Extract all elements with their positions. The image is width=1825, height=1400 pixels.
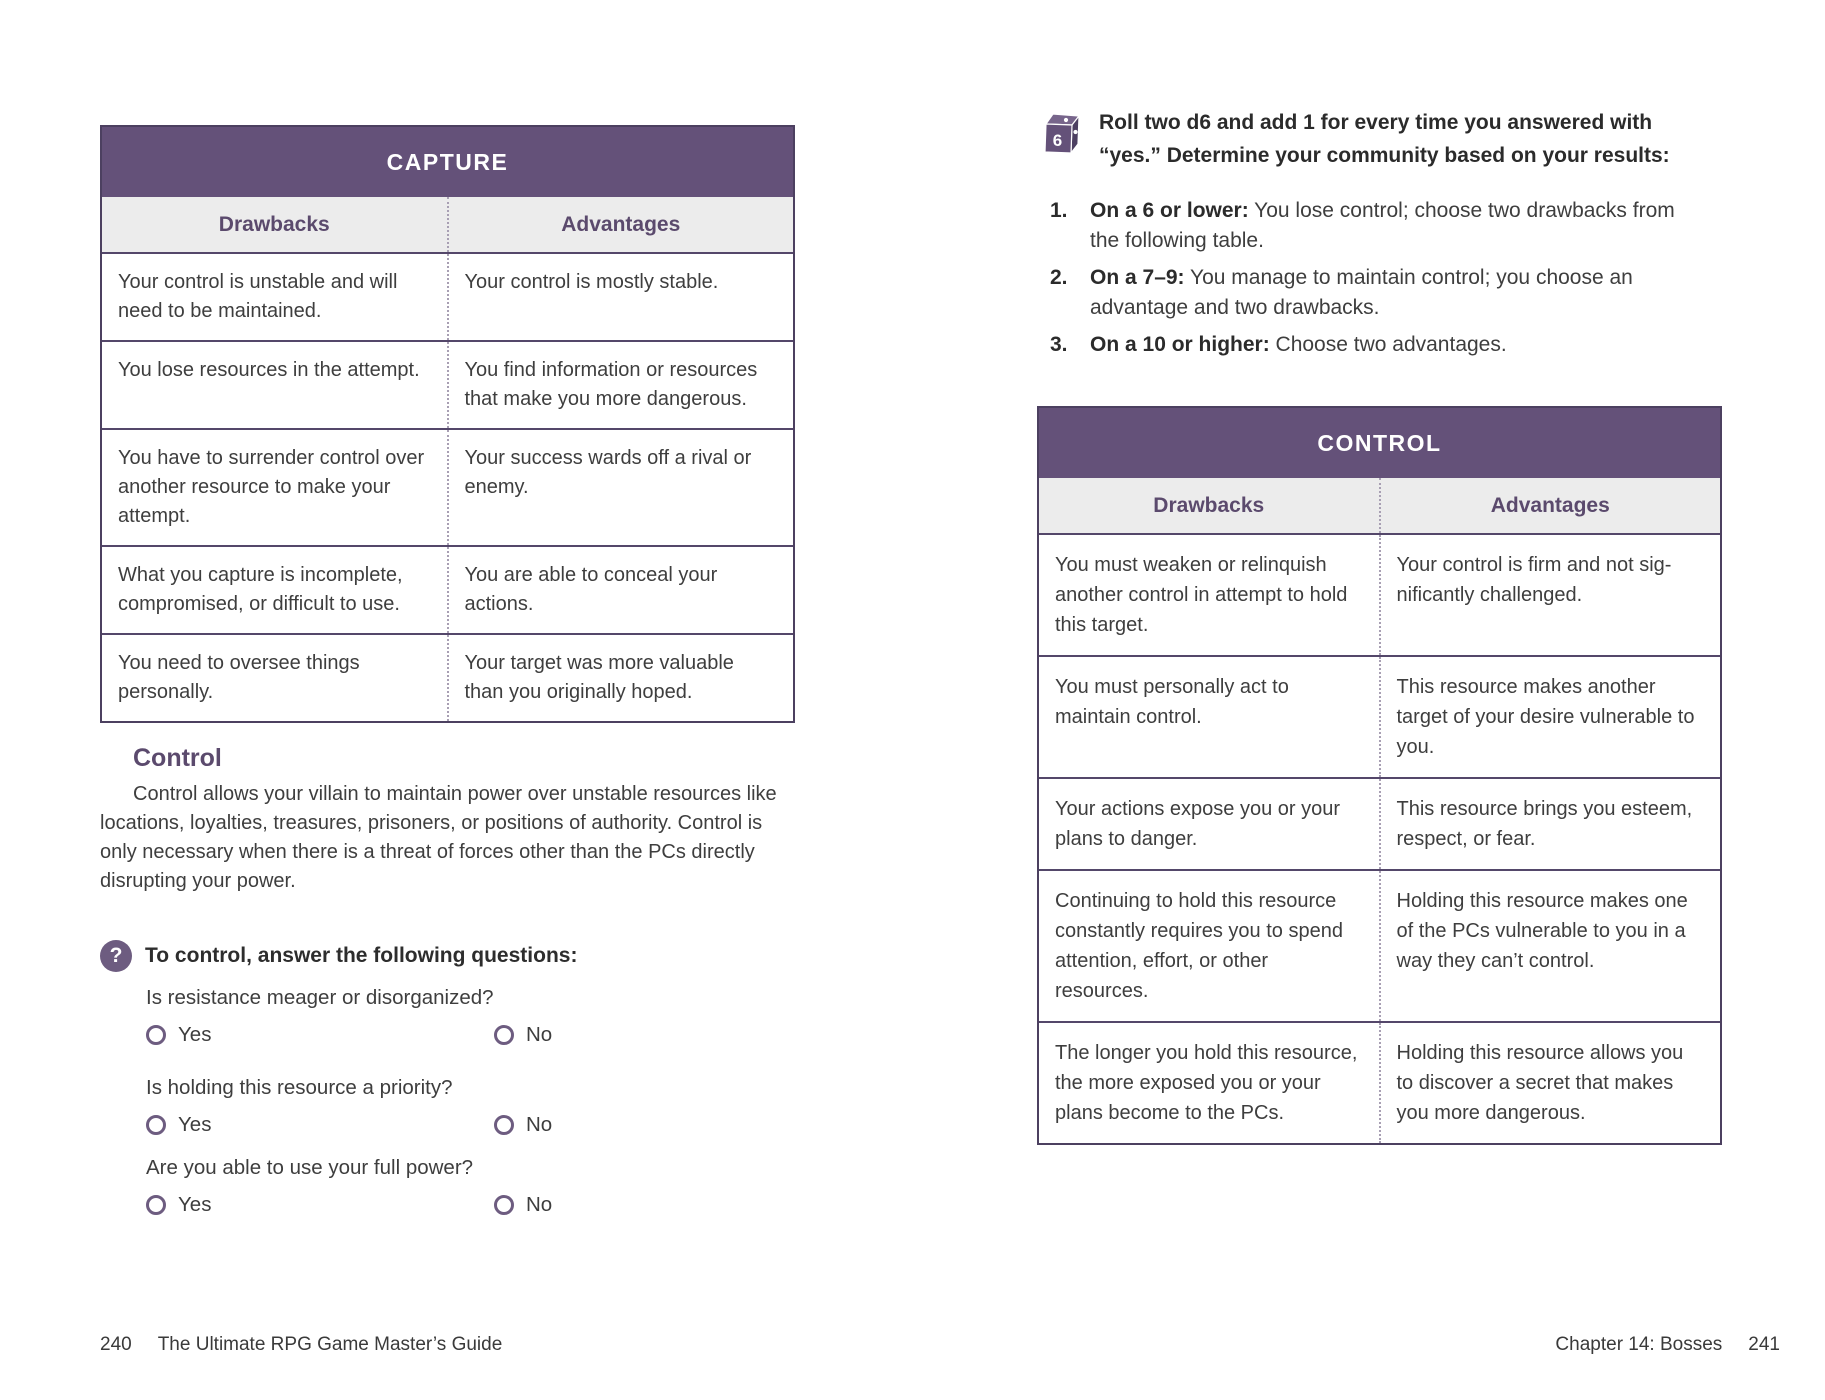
control-section-heading: Control — [133, 744, 222, 772]
radio-row — [146, 1113, 626, 1139]
list-item — [1050, 330, 1700, 360]
advantage-cell: Holding this resource makes one of the PCs vulnerable to you in a way they can’t control. — [1379, 871, 1721, 1021]
drawback-cell: You must personally act to maintain control. — [1055, 676, 1289, 728]
advantage-cell: Your control is firm and not significantly challenged. — [1379, 535, 1721, 655]
advantage-cell: Your target was more valuable than you originally hoped. — [447, 635, 794, 721]
yes-radio-button[interactable] — [146, 1025, 166, 1045]
no-label: No — [526, 1193, 553, 1216]
radio-row — [146, 1193, 626, 1219]
book-title: The Ultimate RPG Game Master’s Guide — [157, 1334, 503, 1355]
capture-table — [100, 125, 795, 723]
control-table — [1037, 406, 1722, 1145]
table-row — [1039, 777, 1720, 869]
question-block-priority — [146, 1076, 626, 1139]
question-block-resistance — [146, 986, 626, 1049]
list-text-rest: You manage to maintain control; you choose an advantage and two drawbacks. — [1090, 266, 1633, 319]
list-number: 1. — [1050, 199, 1068, 222]
die-face-value: 6 — [1052, 131, 1063, 150]
drawback-cell: You need to oversee things personally. — [118, 652, 360, 703]
drawback-cell: Your control is unstable and will need to be maintained. — [118, 271, 398, 322]
no-radio-button[interactable] — [494, 1195, 514, 1215]
no-label: No — [526, 1113, 553, 1136]
drawback-cell: The longer you hold this resource, the more exposed you or your plans become to the PCs. — [1055, 1042, 1358, 1124]
roll-instruction-text: Roll two d6 and add 1 for every time you answered with “yes.” Determine your community based on your results: — [1099, 111, 1670, 167]
chapter-title: Chapter 14: Bosses — [1555, 1334, 1723, 1355]
question-mark-icon — [100, 940, 132, 972]
yes-option[interactable] — [146, 1113, 211, 1137]
list-text-rest: You lose control; choose two drawbacks from the following table. — [1090, 199, 1675, 252]
yes-option[interactable] — [146, 1023, 211, 1047]
d6-die-icon — [1040, 110, 1082, 160]
advantage-cell: You find information or resources that make you more dangerous. — [447, 342, 794, 428]
table-row — [1039, 1021, 1720, 1143]
right-page-footer — [1555, 1334, 1780, 1356]
table-row — [102, 254, 793, 340]
yes-option[interactable] — [146, 1193, 211, 1217]
list-item — [1050, 196, 1700, 256]
table-row — [102, 428, 793, 545]
table-row — [1039, 535, 1720, 655]
advantage-cell: This resource brings you esteem, respect, or fear. — [1379, 779, 1721, 869]
radio-row — [146, 1023, 626, 1049]
no-option[interactable] — [494, 1193, 552, 1217]
control-col-advantages: Advantages — [1379, 478, 1721, 533]
control-table-column-headers — [1039, 478, 1720, 535]
no-radio-button[interactable] — [494, 1025, 514, 1045]
drawback-cell: You lose resources in the attempt. — [118, 359, 420, 381]
table-row — [1039, 655, 1720, 777]
prompt-text: To control, answer the following questions: — [145, 944, 578, 967]
advantage-cell: This resource makes another target of your desire vulnerable to you. — [1379, 657, 1721, 777]
roll-results-list — [1050, 196, 1700, 367]
list-text-rest: Choose two advantages. — [1269, 333, 1507, 356]
control-questions-prompt — [100, 940, 760, 972]
question-mark-glyph: ? — [109, 944, 123, 967]
left-page-footer — [100, 1334, 502, 1356]
capture-col-advantages: Advantages — [447, 197, 794, 252]
drawback-cell: Your actions expose you or your plans to danger. — [1055, 798, 1340, 850]
no-option[interactable] — [494, 1113, 552, 1137]
question-text: Is resistance meager or disorganized? — [146, 986, 494, 1009]
list-item — [1050, 263, 1700, 323]
list-text-bold: On a 10 or higher: — [1090, 333, 1270, 356]
table-row — [102, 633, 793, 721]
list-text-bold: On a 6 or lower: — [1090, 199, 1249, 222]
drawback-cell: You have to surrender control over another resource to make your attempt. — [118, 447, 425, 527]
list-text-bold: On a 7–9: — [1090, 266, 1185, 289]
advantage-cell: You are able to conceal your actions. — [447, 547, 794, 633]
question-text: Is holding this resource a priority? — [146, 1076, 453, 1099]
drawback-cell: What you capture is incomplete, compromised, or difficult to use. — [118, 564, 403, 615]
table-row — [1039, 869, 1720, 1021]
drawback-cell: Continuing to hold this resource constantly requires you to spend attention, effort, or other resources. — [1055, 890, 1343, 1002]
yes-radio-button[interactable] — [146, 1195, 166, 1215]
control-col-drawbacks: Drawbacks — [1153, 493, 1265, 517]
yes-radio-button[interactable] — [146, 1115, 166, 1135]
question-text: Are you able to use your full power? — [146, 1156, 474, 1179]
yes-label: Yes — [178, 1193, 212, 1216]
table-row — [102, 545, 793, 633]
left-page-number: 240 — [100, 1334, 132, 1355]
capture-table-column-headers — [102, 197, 793, 254]
capture-table-title: CAPTURE — [102, 127, 793, 197]
no-option[interactable] — [494, 1023, 552, 1047]
advantage-cell: Your success wards off a rival or enemy. — [447, 430, 794, 545]
control-section-paragraph: Control allows your villain to maintain power over unstable resources like locations, loyalties, treasures, prisoners, or positions of authority. Control is only necessary when there is a threat of forces other than the PCs directly disrupting your power. — [100, 783, 777, 892]
capture-col-drawbacks: Drawbacks — [218, 212, 330, 236]
list-text — [1090, 330, 1700, 360]
list-number: 3. — [1050, 333, 1068, 356]
question-block-full-power — [146, 1156, 626, 1219]
table-row — [102, 340, 793, 428]
yes-label: Yes — [178, 1023, 212, 1046]
no-radio-button[interactable] — [494, 1115, 514, 1135]
yes-label: Yes — [178, 1113, 212, 1136]
control-table-title: CONTROL — [1039, 408, 1720, 478]
no-label: No — [526, 1023, 553, 1046]
list-text — [1090, 263, 1700, 323]
right-page-number: 241 — [1748, 1334, 1780, 1355]
roll-instruction — [1040, 106, 1720, 172]
drawback-cell: You must weaken or relinquish another control in attempt to hold this target. — [1055, 554, 1348, 636]
list-text — [1090, 196, 1700, 256]
advantage-cell: Holding this resource allows you to discover a secret that makes you more dangerous. — [1379, 1023, 1721, 1143]
advantage-cell: Your control is mostly stable. — [447, 254, 794, 340]
list-number: 2. — [1050, 266, 1068, 289]
